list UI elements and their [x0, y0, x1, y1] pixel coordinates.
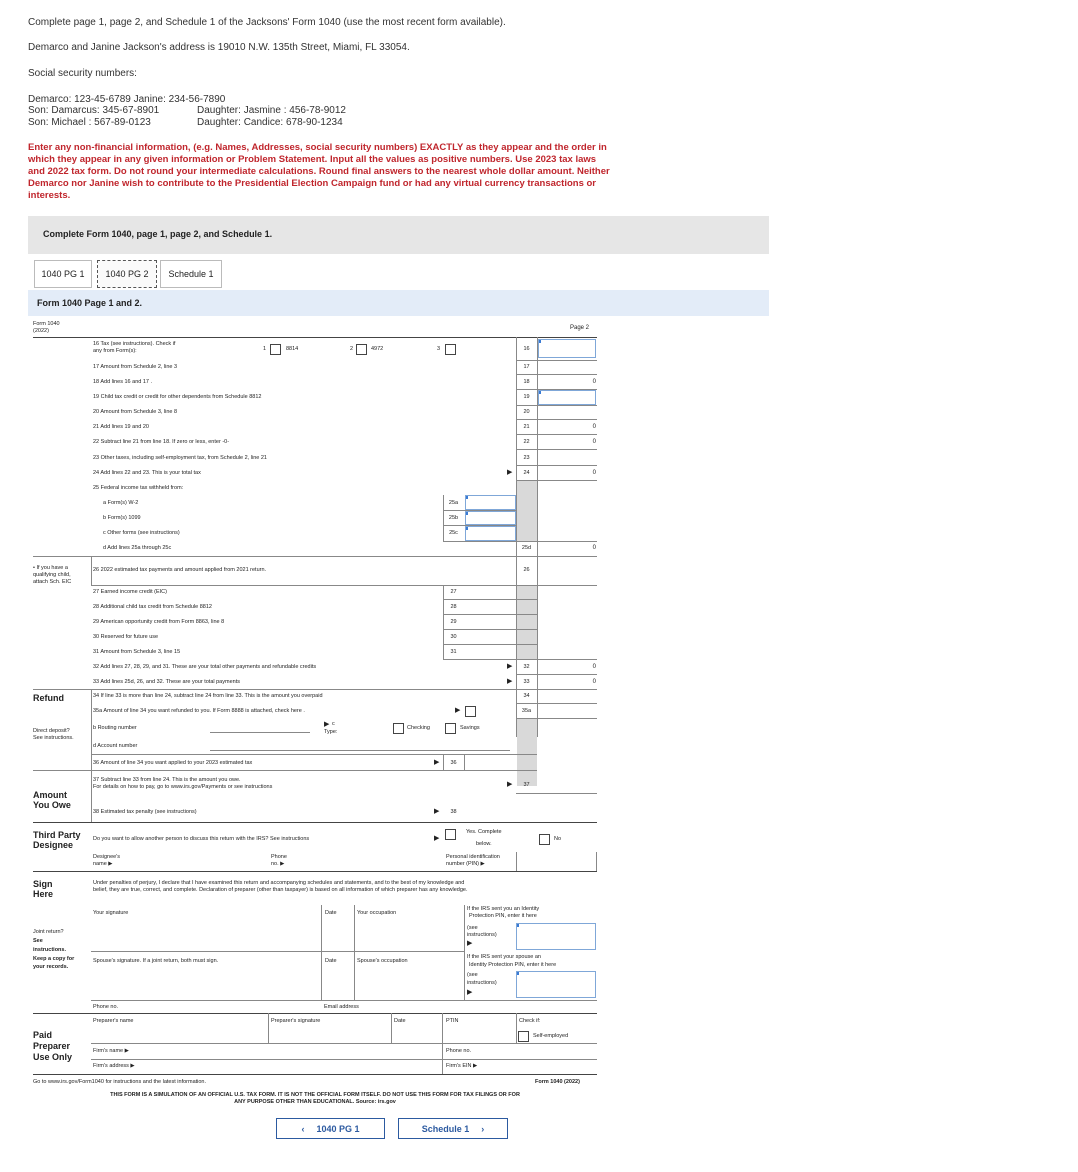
side-note-child-1: • If you have a	[33, 565, 68, 571]
joint-return-2: See	[33, 938, 43, 944]
third-party-heading-2: Designee	[33, 840, 74, 850]
arrow-icon: ▶	[507, 469, 513, 476]
form-8814-num: 1	[263, 346, 267, 352]
third-party-yes-label-1: Yes. Complete	[466, 829, 502, 835]
ip-pin-label-4: instructions)	[467, 932, 497, 938]
ip-pin-input[interactable]	[516, 923, 596, 950]
paid-preparer-heading-3: Use Only	[33, 1052, 73, 1062]
intro-ssn-daughter2: Daughter: Candice: 678-90-1234	[197, 117, 343, 128]
perjury-text-2: belief, they are true, correct, and complete. Declaration of preparer (other than taxpayer) is based on all information of which preparer has any knowledge.	[93, 887, 468, 893]
line-24-value: 0	[592, 470, 596, 476]
direct-deposit-label-2: See instructions.	[33, 735, 74, 741]
side-note-child-2: qualifying child,	[33, 572, 71, 578]
line-18-label: 18 Add lines 16 and 17 .	[93, 379, 153, 385]
chevron-right-icon: ›	[481, 1123, 485, 1134]
phone-no-label: Phone no.	[93, 1004, 119, 1010]
arrow-icon: ▶	[434, 808, 440, 815]
line-25d-label: d Add lines 25a through 25c	[103, 545, 172, 551]
account-number-label: d Account number	[93, 743, 138, 749]
line-20-label: 20 Amount from Schedule 3, line 8	[93, 409, 178, 415]
your-signature-label: Your signature	[93, 910, 129, 916]
line-17-label: 17 Amount from Schedule 2, line 3	[93, 364, 178, 370]
arrow-icon: ▶	[467, 989, 473, 996]
form-label: Form 1040	[33, 321, 60, 327]
disclaimer: THIS FORM IS A SIMULATION OF AN OFFICIAL U.S. TAX FORM. IT IS NOT THE OFFICIAL FORM ITSELF. DO NOT USE THIS FORM FOR TAX FILINGS OR FOR ANY PURPOSE OTHER THAN EDUCATIONAL. Source: irs.gov	[110, 1092, 520, 1105]
form-other-checkbox[interactable]	[445, 344, 456, 355]
firm-phone-label: Phone no.	[446, 1048, 472, 1054]
line-35a-label: 35a Amount of line 34 you want refunded to you. If Form 8888 is attached, check here .	[93, 708, 305, 714]
line-31-label: 31 Amount from Schedule 3, line 15	[93, 649, 181, 655]
line-19-label: 19 Child tax credit or credit for other dependents from Schedule 8812	[93, 394, 262, 400]
spouse-pin-input[interactable]	[516, 971, 596, 998]
checking-label: Checking	[407, 725, 430, 731]
direct-deposit-label-1: Direct deposit?	[33, 728, 70, 734]
line-32-value: 0	[592, 664, 596, 670]
line-25a-label: a Form(s) W-2	[103, 500, 139, 506]
task-header: Complete Form 1040, page 1, page 2, and Schedule 1.	[43, 229, 273, 239]
arrow-icon: ▶	[455, 707, 461, 714]
line-22-value: 0	[592, 439, 596, 445]
arrow-icon: ▶	[467, 940, 473, 947]
firm-name-label: Firm's name ▶	[93, 1048, 129, 1054]
tab-1040-pg2[interactable]: 1040 PG 2	[97, 260, 157, 288]
account-type-label: Type:	[324, 729, 338, 735]
form-4972-checkbox[interactable]	[356, 344, 367, 355]
instructions-warning: Enter any non-financial information, (e.g. Names, Addresses, social security numbers) EXACTLY as they appear and the order in which they appear in any given information or Problem Statement. Input all the values as positive numbers. Use 2023 tax laws and 2022 tax form. Do not round your intermediate calculations. Round final answers to the nearest whole dollar amount. Neither Demarco nor Janine wish to contribute to the Presidential Election Campaign fund or had any virtual currency transactions or interests.	[28, 142, 610, 201]
ip-pin-label-2: Protection PIN, enter it here	[469, 913, 537, 919]
line-33-value: 0	[592, 679, 596, 685]
email-label: Email address	[324, 1004, 359, 1010]
prev-button-label: 1040 PG 1	[316, 1123, 360, 1134]
prev-button[interactable]	[276, 1118, 385, 1139]
spouse-signature-label: Spouse's signature. If a joint return, both must sign.	[93, 958, 219, 964]
sign-here-heading-2: Here	[33, 889, 54, 899]
account-type-c: c	[332, 721, 335, 727]
form-8888-checkbox[interactable]	[465, 706, 476, 717]
next-button-label: Schedule 1	[421, 1123, 470, 1134]
designee-phone-label-2: no. ▶	[271, 861, 285, 867]
checking-checkbox[interactable]	[393, 723, 404, 734]
line-25b-input[interactable]	[465, 511, 516, 525]
your-date-label: Date	[325, 910, 337, 916]
form-other-num: 3	[437, 346, 441, 352]
next-button[interactable]	[398, 1118, 508, 1139]
tab-schedule-1[interactable]: Schedule 1	[160, 260, 222, 288]
line-25d-value: 0	[592, 545, 596, 551]
third-party-no-label: No	[554, 836, 562, 842]
line-21-label: 21 Add lines 19 and 20	[93, 424, 149, 430]
line-25c-label: c Other forms (see instructions)	[103, 530, 180, 536]
check-if-label: Check if:	[519, 1018, 541, 1024]
preparer-date-label: Date	[394, 1018, 406, 1024]
spouse-pin-label-3: (see	[467, 972, 478, 978]
third-party-heading-1: Third Party	[33, 830, 81, 840]
spouse-occupation-label: Spouse's occupation	[357, 958, 408, 964]
line-38-label: 38 Estimated tax penalty (see instructions)	[93, 809, 197, 815]
intro-address: Demarco and Janine Jackson's address is 19010 N.W. 135th Street, Miami, FL 33054.	[28, 42, 410, 53]
line-26-label: 26 2022 estimated tax payments and amount applied from 2021 return.	[93, 567, 267, 573]
intro-ssn-son1: Son: Damarcus: 345-67-8901	[28, 105, 160, 116]
form-4972-num: 2	[350, 346, 354, 352]
firm-ein-label: Firm's EIN ▶	[446, 1063, 478, 1069]
side-note-child-3: attach Sch. EIC	[33, 579, 72, 585]
preparer-name-label: Preparer's name	[93, 1018, 134, 1024]
intro-ssn-parents: Demarco: 123-45-6789 Janine: 234-56-7890	[28, 94, 226, 105]
form-4972-label: 4972	[371, 346, 384, 352]
ip-pin-label-3: (see	[467, 925, 478, 931]
amount-owe-heading-2: You Owe	[33, 800, 71, 810]
routing-number-label: b Routing number	[93, 725, 137, 731]
line-25a-input[interactable]	[465, 495, 516, 510]
third-party-no-checkbox[interactable]	[539, 834, 550, 845]
line-33-label: 33 Add lines 25d, 26, and 32. These are your total payments	[93, 679, 240, 685]
line-25c-input[interactable]	[465, 526, 516, 541]
joint-return-1: Joint return?	[33, 929, 64, 935]
arrow-icon: ▶	[434, 759, 440, 766]
arrow-icon: ▶	[507, 781, 513, 788]
designee-pin-label-2: number (PIN) ▶	[446, 861, 485, 867]
form-1040-page2: Form 1040 (2022) Page 2 16 Tax (see instructions). Check if any from Form(s): 1 8814 2 4972 3 16 17 Amount from Schedule 2, line 3 17 18 Add lines 16 and 17 . 18 0 19 Child tax credit or credit for other dependents from Schedule 8812 19 20 Amount from Schedule 3, line 8 20 21 Add lines 19 and 20 21 0 22 Subtract line 21 from line 18. If zero or less, enter -0- 22 0 23 Other taxes, including self-employment tax, from Schedule 2, line 21 23 24 Add lines 22 and 23. This is your total tax ▶ 24 0 25 Federal income tax withheld from: a Form(s) W-2 25a b Form(s) 1099 25b c Other forms (see instructions) 25c d Add lines 25a through 25c 25d 0 • If you have a qualifying child, attach Sch. EIC 26 2022 estimated tax payments and amount applied from 2021 return. 26 27 Earned income credit (EIC) 27 28 Additional child tax credit from Schedule 8812 28 29 American opportunity credit from Form 8863, line 8 29 30 Reserved for future use 30 31 Amount from Schedule 3, line 15 31 32 Add lines 27, 28, 29, and 31. These are your total other payments and refundable credits ▶ 32 0 33 Add lines 25d, 26, and 32. These are your total payments ▶ 33 0 Refund 34 If line 33 is more than line 24, subtract line 24 from line 33. This is the amount you overpaid 34 35a Amount of line 34 you want refunded to you. If Form 8888 is attached, check here . ▶ 35a Direct deposit? See instructions. b Routing number ▶ c Type: Checking Savings d Account number 36 Amount of line 34 you want applied to your 2023 estimated tax ▶ 36 Amount You Owe 37 Subtract line 33 from line 24. This is the amount you owe. For details on how to pay, go to www.irs.gov/Payments or see instructions ▶ 37 38 Estimated tax penalty (see instructions) ▶ 38 Third Party Designee Do you want to allow another person to discuss this return with the IRS? See instructions ▶ Yes. Complete below. No Designee's name ▶ Phone no. ▶ Personal identification number (PIN) ▶ Sign Here Under penalties of perjury, I declare that I have examined this return and accompanying schedules and statements, and to the best of my knowledge and belief, they are true, correct, and complete. Declaration of preparer (other than taxpayer) is based on all information of which preparer has any knowledge. Your signature Date Your occupation If the IRS sent you an Identity Protection PIN, enter it here (see instructions) ▶ Joint return? See instructions. Keep a copy for your records. Spouse's signature. If a joint return, both must sign. Date Spouse's occupation If the IRS sent your spouse an Identity Protection PIN, enter it here (see instructions) ▶ Phone no. Email address Paid Preparer Use Only Preparer's name Preparer's signature Date PTIN Check if: Self-employed Firm's name ▶ Phone no. Firm's address ▶ Firm's EIN ▶ Go to www.irs.gov/Form1040 for instructions and the latest information. Form 1040 (2022) THIS FORM IS A SIMULATION OF AN OFFICIAL U.S. TAX FORM. IT IS NOT THE OFFICIAL FORM ITSELF. DO NOT USE THIS FORM FOR TAX FILINGS OR FOR ANY PURPOSE OTHER THAN EDUCATIONAL. Source: irs.gov	[33, 321, 596, 1105]
sign-here-heading-1: Sign	[33, 879, 53, 889]
arrow-icon: ▶	[324, 721, 330, 728]
intro-ssn-daughter1: Daughter: Jasmine : 456-78-9012	[197, 105, 346, 116]
preparer-signature-label: Preparer's signature	[271, 1018, 321, 1024]
line-32-label: 32 Add lines 27, 28, 29, and 31. These are your total other payments and refundable credits	[93, 664, 317, 670]
designee-phone-label-1: Phone	[271, 854, 287, 860]
section-title: Form 1040 Page 1 and 2.	[37, 298, 143, 308]
footer-right: Form 1040 (2022)	[535, 1079, 580, 1085]
spouse-date-label: Date	[325, 958, 337, 964]
firm-address-label: Firm's address ▶	[93, 1063, 135, 1069]
your-occupation-label: Your occupation	[357, 910, 397, 916]
refund-heading: Refund	[33, 693, 64, 703]
joint-return-5: your records.	[33, 964, 69, 970]
arrow-icon: ▶	[507, 678, 513, 685]
line-16-label-b: any from Form(s):	[93, 348, 137, 354]
spouse-pin-label-2: Identity Protection PIN, enter it here	[469, 962, 557, 968]
footer-left: Go to www.irs.gov/Form1040 for instructions and the latest information.	[33, 1079, 207, 1085]
line-24-label: 24 Add lines 22 and 23. This is your total tax	[93, 470, 201, 476]
line-19-input[interactable]	[538, 390, 596, 405]
chevron-left-icon: ‹	[301, 1123, 305, 1134]
self-employed-checkbox[interactable]	[518, 1031, 529, 1042]
third-party-question: Do you want to allow another person to discuss this return with the IRS? See instructions	[93, 836, 310, 842]
arrow-icon: ▶	[507, 663, 513, 670]
line-34-label: 34 If line 33 is more than line 24, subtract line 24 from line 33. This is the amount you overpaid	[93, 693, 323, 699]
line-25b-label: b Form(s) 1099	[103, 515, 141, 521]
joint-return-3: instructions.	[33, 947, 67, 953]
self-employed-label: Self-employed	[533, 1033, 569, 1039]
line-30-label: 30 Reserved for future use	[93, 634, 159, 640]
ip-pin-label-1: If the IRS sent you an Identity	[467, 906, 540, 912]
arrow-icon: ▶	[434, 835, 440, 842]
intro-line-1: Complete page 1, page 2, and Schedule 1 of the Jacksons' Form 1040 (use the most recent form available).	[28, 17, 506, 28]
third-party-yes-checkbox[interactable]	[445, 829, 456, 840]
line-27-label: 27 Earned income credit (EIC)	[93, 589, 167, 595]
page-label: Page 2	[570, 325, 590, 331]
third-party-yes-label-2: below.	[476, 841, 492, 847]
perjury-text-1: Under penalties of perjury, I declare that I have examined this return and accompanying schedules and statements, and to the best of my knowledge and	[93, 880, 465, 886]
joint-return-4: Keep a copy for	[33, 956, 75, 962]
designee-name-label-1: Designee's	[93, 854, 121, 860]
line-37-label-b: For details on how to pay, go to www.irs.gov/Payments or see instructions	[93, 784, 273, 790]
ptin-label: PTIN	[446, 1018, 459, 1024]
line-28-label: 28 Additional child tax credit from Schedule 8812	[93, 604, 212, 610]
designee-pin-label-1: Personal identification	[446, 854, 500, 860]
spouse-pin-label-4: instructions)	[467, 980, 497, 986]
paid-preparer-heading-2: Preparer	[33, 1041, 71, 1051]
tab-1040-pg1[interactable]: 1040 PG 1	[34, 260, 92, 288]
line-21-value: 0	[592, 424, 596, 430]
form-8814-label: 8814	[286, 346, 299, 352]
line-16-label-a: 16 Tax (see instructions). Check if	[93, 341, 176, 347]
amount-owe-heading-1: Amount	[33, 790, 67, 800]
designee-name-label-2: name ▶	[93, 861, 113, 867]
line-36-label: 36 Amount of line 34 you want applied to your 2023 estimated tax	[93, 760, 253, 766]
line-37-label-a: 37 Subtract line 33 from line 24. This is the amount you owe.	[93, 777, 241, 783]
intro-ssn-son2: Son: Michael : 567-89-0123	[28, 117, 151, 128]
line-22-label: 22 Subtract line 21 from line 18. If zero or less, enter -0-	[93, 439, 230, 445]
savings-label: Savings	[460, 725, 480, 731]
savings-checkbox[interactable]	[445, 723, 456, 734]
form-8814-checkbox[interactable]	[270, 344, 281, 355]
line-23-label: 23 Other taxes, including self-employment tax, from Schedule 2, line 21	[93, 455, 267, 461]
paid-preparer-heading-1: Paid	[33, 1030, 53, 1040]
line-18-value: 0	[592, 379, 596, 385]
intro-ssn-heading: Social security numbers:	[28, 68, 137, 79]
line-29-label: 29 American opportunity credit from Form 8863, line 8	[93, 619, 225, 625]
line-16-input[interactable]	[538, 339, 596, 358]
spouse-pin-label-1: If the IRS sent your spouse an	[467, 954, 541, 960]
line-25-label: 25 Federal income tax withheld from:	[93, 485, 184, 491]
form-year: (2022)	[33, 328, 49, 334]
line-16-num: 16	[523, 346, 530, 352]
